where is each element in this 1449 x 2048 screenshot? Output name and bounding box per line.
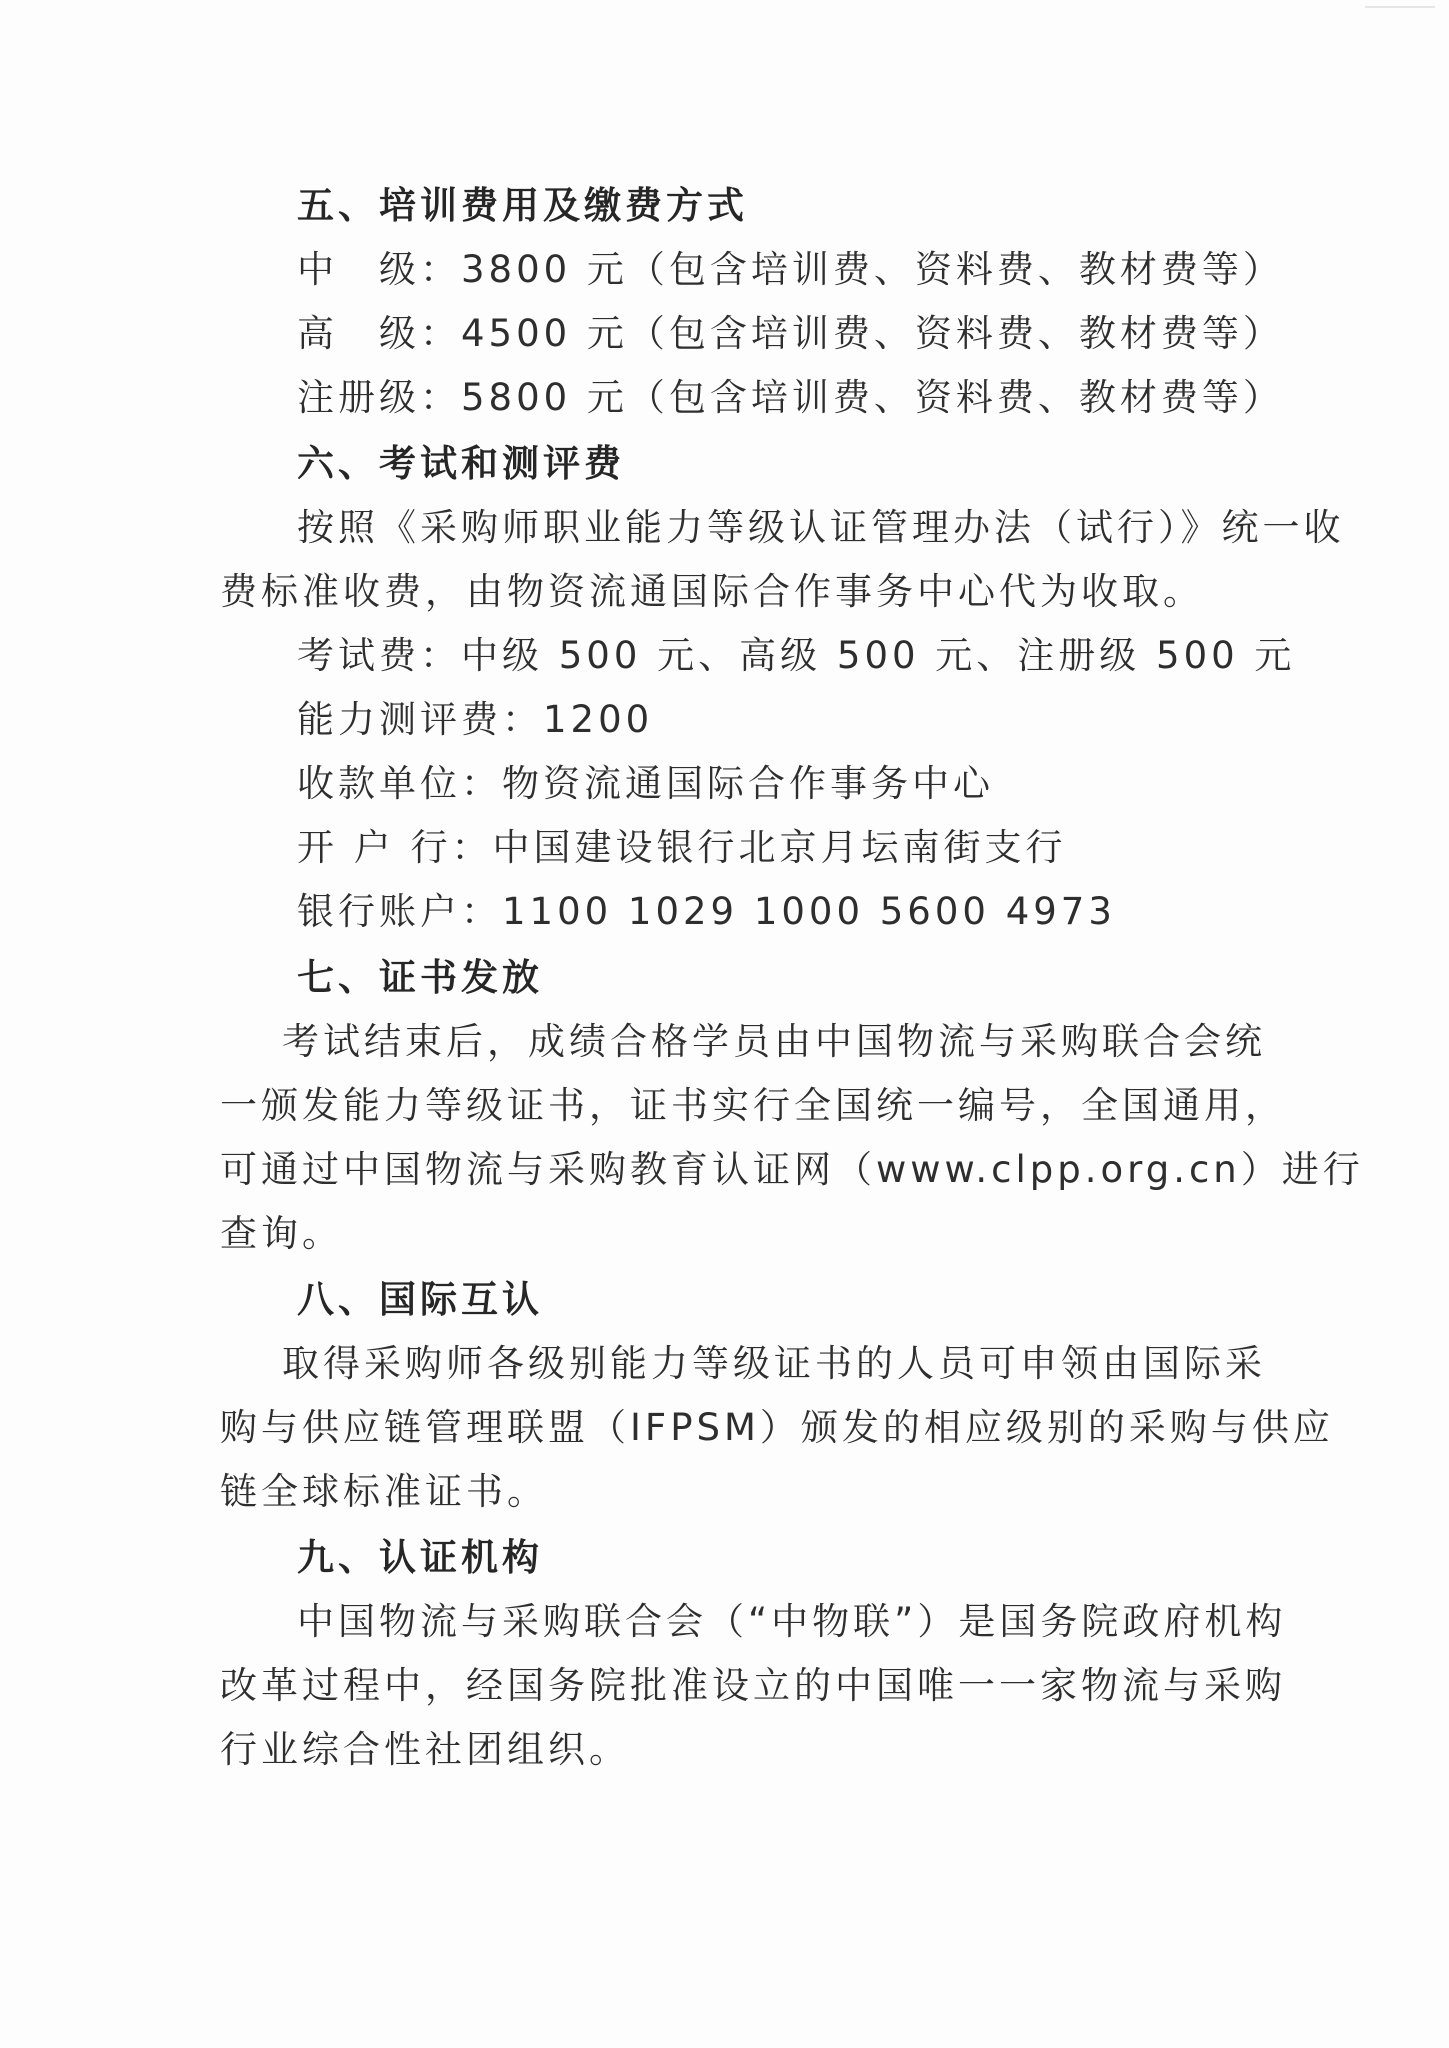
assessment-fee: 能力测评费：1200	[297, 698, 654, 741]
fee-high-level: 高 级：4500 元（包含培训费、资料费、教材费等）	[297, 312, 1284, 355]
bank-account: 银行账户：1100 1029 1000 5600 4973	[297, 890, 1116, 933]
fee-mid-level: 中 级：3800 元（包含培训费、资料费、教材费等）	[297, 248, 1284, 291]
exam-paragraph-line-2: 费标准收费，由物资流通国际合作事务中心代为收取。	[220, 570, 1204, 613]
mutual-line-1: 取得采购师各级别能力等级证书的人员可申领由国际采	[282, 1342, 1266, 1385]
institution-line-2: 改革过程中，经国务院批准设立的中国唯一一家物流与采购	[220, 1664, 1286, 1707]
section-heading-institution: 九、认证机构	[297, 1536, 543, 1579]
exam-paragraph-line-1: 按照《采购师职业能力等级认证管理办法（试行）》统一收	[297, 506, 1345, 549]
opening-bank: 开 户 行：中国建设银行北京月坛南街支行	[297, 826, 1067, 869]
certificate-line-2: 一颁发能力等级证书，证书实行全国统一编号，全国通用，	[220, 1084, 1286, 1127]
section-heading-mutual-recognition: 八、国际互认	[297, 1278, 543, 1321]
exam-fee: 考试费：中级 500 元、高级 500 元、注册级 500 元	[297, 634, 1296, 677]
section-heading-certificate: 七、证书发放	[297, 956, 543, 999]
section-heading-exam: 六、考试和测评费	[297, 442, 625, 485]
scan-edge-mark	[1365, 6, 1435, 8]
section-heading-fees: 五、培训费用及缴费方式	[297, 184, 748, 227]
fee-registered-level: 注册级：5800 元（包含培训费、资料费、教材费等）	[297, 376, 1284, 419]
mutual-line-2: 购与供应链管理联盟（IFPSM）颁发的相应级别的采购与供应	[220, 1406, 1334, 1449]
certificate-line-1: 考试结束后，成绩合格学员由中国物流与采购联合会统	[282, 1020, 1266, 1063]
mutual-line-3: 链全球标准证书。	[220, 1470, 548, 1513]
institution-line-1: 中国物流与采购联合会（“中物联”）是国务院政府机构	[297, 1600, 1287, 1643]
certificate-line-4: 查询。	[220, 1212, 343, 1255]
institution-line-3: 行业综合性社团组织。	[220, 1728, 630, 1771]
certificate-line-3: 可通过中国物流与采购教育认证网（www.clpp.org.cn）进行	[220, 1148, 1364, 1191]
payee-unit: 收款单位：物资流通国际合作事务中心	[297, 762, 994, 805]
